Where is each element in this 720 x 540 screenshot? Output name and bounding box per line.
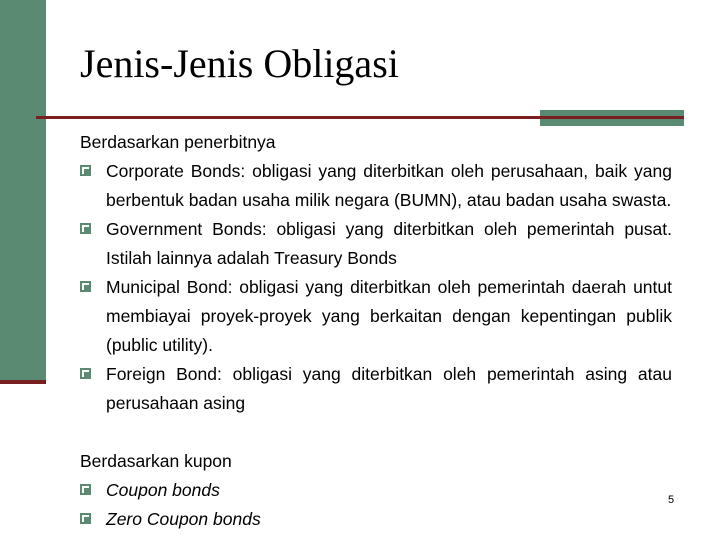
page-number: 5 [668,494,675,506]
square-bullet-icon [80,368,91,379]
list-item [80,215,672,273]
section-spacer [80,418,672,447]
list-item [80,360,672,418]
list-item-text: Corporate Bonds: obligasi yang diterbitkan oleh perusahaan, baik yang berbentuk badan usaha milik negara (BUMN), atau badan usaha swasta. [106,161,672,210]
list-item [80,505,672,534]
title-divider [36,116,684,119]
coupon-list [80,476,675,534]
square-bullet-icon [80,513,91,524]
square-bullet-icon [80,165,91,176]
list-item-text: Foreign Bond: obligasi yang diterbitkan oleh pemerintah asing atau perusahaan asing [106,364,672,413]
square-bullet-icon [80,281,91,292]
section-heading-issuer: Berdasarkan penerbitnya [80,132,276,152]
list-item-text: Zero Coupon bonds [106,509,261,529]
square-bullet-icon [80,223,91,234]
slide-content [80,128,675,534]
square-bullet-icon [80,484,91,495]
left-red-accent [0,380,46,384]
list-item-text: Coupon bonds [106,480,220,500]
left-decorative-bar [0,0,46,382]
slide-title: Jenis-Jenis Obligasi [80,41,399,86]
section-heading-coupon: Berdasarkan kupon [80,451,232,471]
list-item [80,157,672,215]
list-item-text: Municipal Bond: obligasi yang diterbitkan oleh pemerintah daerah untut membiayai proyek-proyek yang berkaitan dengan kepentingan publik (public utility). [106,277,672,355]
list-item [80,476,675,506]
issuer-list [80,157,672,418]
list-item [80,273,672,360]
list-item-text: Government Bonds: obligasi yang diterbitkan oleh pemerintah pusat. Istilah lainnya adalah Treasury Bonds [106,219,672,268]
